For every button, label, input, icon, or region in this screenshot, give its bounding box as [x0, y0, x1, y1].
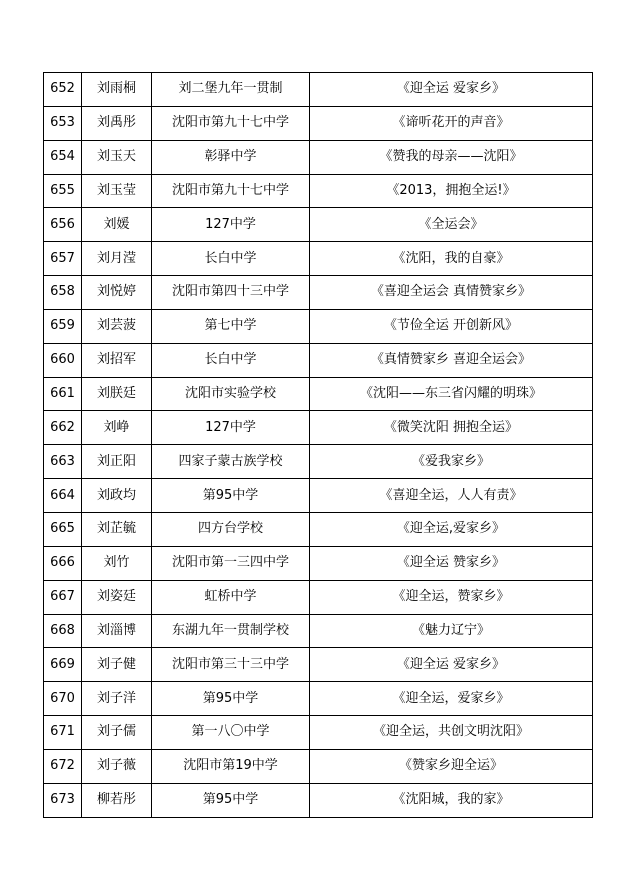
- entry-number-cell: 657: [44, 242, 82, 276]
- entry-number-cell: 656: [44, 208, 82, 242]
- school-name-cell: 127中学: [152, 208, 310, 242]
- student-name-cell: 刘玉天: [82, 140, 152, 174]
- school-name-cell: 四家子蒙古族学校: [152, 445, 310, 479]
- entry-number-cell: 667: [44, 580, 82, 614]
- table-row: [44, 377, 593, 411]
- table-row: [44, 614, 593, 648]
- roster-table-body: [44, 73, 593, 818]
- essay-title-cell: 《赞家乡迎全运》: [310, 749, 593, 783]
- entry-number-cell: 672: [44, 749, 82, 783]
- entry-number-cell: 654: [44, 140, 82, 174]
- table-row: [44, 140, 593, 174]
- school-name-cell: 沈阳市第九十七中学: [152, 174, 310, 208]
- essay-title-cell: 《迎全运 爱家乡》: [310, 648, 593, 682]
- entry-number-cell: 673: [44, 783, 82, 817]
- essay-title-cell: 《2013，拥抱全运!》: [310, 174, 593, 208]
- entry-number-cell: 670: [44, 682, 82, 716]
- school-name-cell: 刘二堡九年一贯制: [152, 73, 310, 107]
- school-name-cell: 长白中学: [152, 343, 310, 377]
- school-name-cell: 沈阳市第九十七中学: [152, 106, 310, 140]
- student-name-cell: 刘悦婷: [82, 276, 152, 310]
- table-row: [44, 208, 593, 242]
- school-name-cell: 四方台学校: [152, 512, 310, 546]
- table-row: [44, 682, 593, 716]
- essay-title-cell: 《喜迎全运，人人有责》: [310, 479, 593, 513]
- entry-number-cell: 658: [44, 276, 82, 310]
- school-name-cell: 沈阳市第四十三中学: [152, 276, 310, 310]
- table-row: [44, 445, 593, 479]
- table-row: [44, 106, 593, 140]
- entry-number-cell: 660: [44, 343, 82, 377]
- student-name-cell: 刘玉莹: [82, 174, 152, 208]
- student-name-cell: 刘月滢: [82, 242, 152, 276]
- entry-number-cell: 666: [44, 546, 82, 580]
- essay-title-cell: 《迎全运，赞家乡》: [310, 580, 593, 614]
- student-name-cell: 刘媛: [82, 208, 152, 242]
- essay-title-cell: 《谛听花开的声音》: [310, 106, 593, 140]
- student-name-cell: 刘芸菠: [82, 309, 152, 343]
- table-row: [44, 648, 593, 682]
- school-name-cell: 长白中学: [152, 242, 310, 276]
- school-name-cell: 沈阳市实验学校: [152, 377, 310, 411]
- roster-table: [43, 72, 593, 818]
- entry-number-cell: 661: [44, 377, 82, 411]
- table-row: [44, 783, 593, 817]
- student-name-cell: 刘峥: [82, 411, 152, 445]
- essay-title-cell: 《迎全运 赞家乡》: [310, 546, 593, 580]
- student-name-cell: 刘雨桐: [82, 73, 152, 107]
- essay-title-cell: 《真情赞家乡 喜迎全运会》: [310, 343, 593, 377]
- table-row: [44, 580, 593, 614]
- school-name-cell: 虹桥中学: [152, 580, 310, 614]
- student-name-cell: 刘芷毓: [82, 512, 152, 546]
- entry-number-cell: 663: [44, 445, 82, 479]
- student-name-cell: 刘子儒: [82, 716, 152, 750]
- student-name-cell: 刘竹: [82, 546, 152, 580]
- table-row: [44, 411, 593, 445]
- entry-number-cell: 659: [44, 309, 82, 343]
- entry-number-cell: 655: [44, 174, 82, 208]
- student-name-cell: 刘淄博: [82, 614, 152, 648]
- entry-number-cell: 652: [44, 73, 82, 107]
- essay-title-cell: 《沈阳，我的自豪》: [310, 242, 593, 276]
- entry-number-cell: 653: [44, 106, 82, 140]
- table-row: [44, 309, 593, 343]
- student-name-cell: 刘子薇: [82, 749, 152, 783]
- school-name-cell: 127中学: [152, 411, 310, 445]
- table-row: [44, 343, 593, 377]
- student-name-cell: 柳若彤: [82, 783, 152, 817]
- student-name-cell: 刘子健: [82, 648, 152, 682]
- essay-title-cell: 《迎全运 爱家乡》: [310, 73, 593, 107]
- entry-number-cell: 662: [44, 411, 82, 445]
- student-name-cell: 刘招军: [82, 343, 152, 377]
- school-name-cell: 沈阳市第三十三中学: [152, 648, 310, 682]
- school-name-cell: 沈阳市第19中学: [152, 749, 310, 783]
- essay-title-cell: 《迎全运,爱家乡》: [310, 512, 593, 546]
- school-name-cell: 东湖九年一贯制学校: [152, 614, 310, 648]
- student-name-cell: 刘禹彤: [82, 106, 152, 140]
- table-row: [44, 749, 593, 783]
- table-row: [44, 276, 593, 310]
- entry-number-cell: 668: [44, 614, 82, 648]
- student-name-cell: 刘姿廷: [82, 580, 152, 614]
- table-row: [44, 479, 593, 513]
- essay-title-cell: 《沈阳——东三省闪耀的明珠》: [310, 377, 593, 411]
- essay-title-cell: 《沈阳城，我的家》: [310, 783, 593, 817]
- essay-title-cell: 《迎全运，共创文明沈阳》: [310, 716, 593, 750]
- student-name-cell: 刘朕廷: [82, 377, 152, 411]
- essay-title-cell: 《爱我家乡》: [310, 445, 593, 479]
- essay-title-cell: 《喜迎全运会 真情赞家乡》: [310, 276, 593, 310]
- essay-title-cell: 《赞我的母亲——沈阳》: [310, 140, 593, 174]
- essay-title-cell: 《微笑沈阳 拥抱全运》: [310, 411, 593, 445]
- table-row: [44, 242, 593, 276]
- school-name-cell: 彰驿中学: [152, 140, 310, 174]
- table-row: [44, 716, 593, 750]
- entry-number-cell: 669: [44, 648, 82, 682]
- essay-title-cell: 《全运会》: [310, 208, 593, 242]
- school-name-cell: 第一八〇中学: [152, 716, 310, 750]
- student-name-cell: 刘子洋: [82, 682, 152, 716]
- table-row: [44, 512, 593, 546]
- essay-title-cell: 《迎全运，爱家乡》: [310, 682, 593, 716]
- essay-title-cell: 《魅力辽宁》: [310, 614, 593, 648]
- school-name-cell: 沈阳市第一三四中学: [152, 546, 310, 580]
- entry-number-cell: 664: [44, 479, 82, 513]
- entry-number-cell: 665: [44, 512, 82, 546]
- table-row: [44, 546, 593, 580]
- table-row: [44, 174, 593, 208]
- school-name-cell: 第95中学: [152, 682, 310, 716]
- school-name-cell: 第七中学: [152, 309, 310, 343]
- student-name-cell: 刘正阳: [82, 445, 152, 479]
- entry-number-cell: 671: [44, 716, 82, 750]
- student-name-cell: 刘政均: [82, 479, 152, 513]
- school-name-cell: 第95中学: [152, 783, 310, 817]
- table-row: [44, 73, 593, 107]
- school-name-cell: 第95中学: [152, 479, 310, 513]
- essay-title-cell: 《节俭全运 开创新风》: [310, 309, 593, 343]
